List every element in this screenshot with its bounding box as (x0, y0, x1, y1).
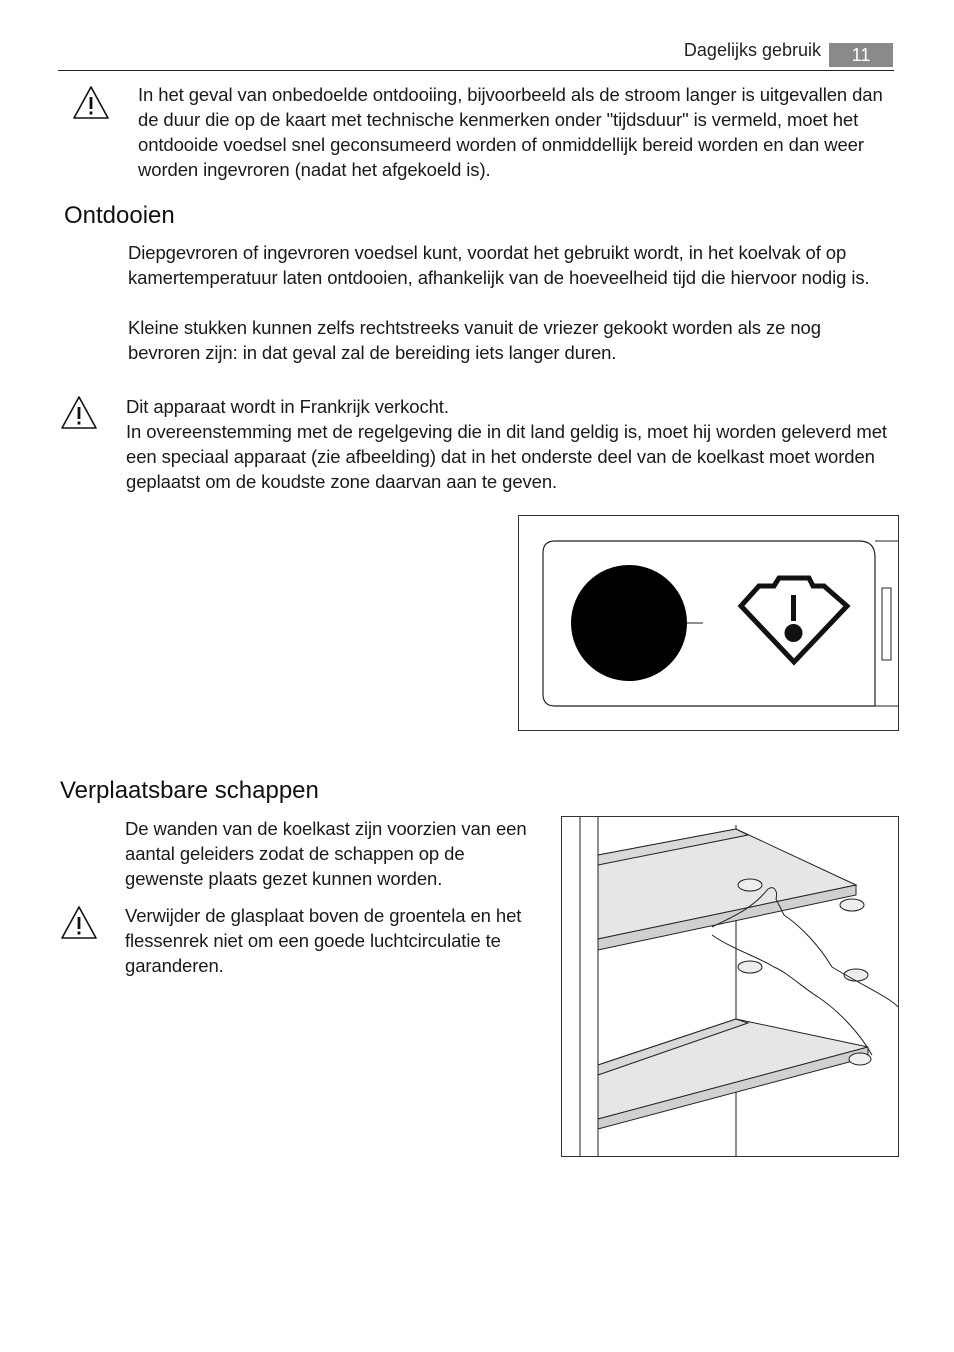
temperature-indicator-figure (518, 515, 899, 731)
paragraph: Kleine stukken kunnen zelfs rechtstreeks vanuit de vriezer gekookt worden als ze nog bevroren zijn: in dat geval zal de bereiding iets langer duren. (128, 317, 821, 363)
shelves-figure (561, 816, 899, 1157)
temperature-indicator-illustration (519, 516, 898, 730)
warning-line: In overeenstemming met de regelgeving die in dit land geldig is, moet hij worden geleverd met een speciaal apparaat (zie afbeelding) dat in het onderste deel van de koelkast moet worden geplaatst om de koudste zone daarvan aan te geven. (126, 421, 887, 492)
warning-triangle-icon (60, 905, 98, 941)
section-heading-schappen: Verplaatsbare schappen (60, 777, 319, 804)
paragraph: Diepgevroren of ingevroren voedsel kunt, voordat het gebruikt wordt, in het koelvak of op kamertemperatuur laten ontdooien, afhankelijk van de hoeveelheid tijd die hiervoor nodig is. (128, 242, 870, 288)
warning-text (126, 394, 896, 494)
paragraph: De wanden van de koelkast zijn voorzien van een aantal geleiders zodat de schappen op de gewenste plaats gezet kunnen worden. (125, 818, 527, 889)
warning-text: In het geval van onbedoelde ontdooiing, bijvoorbeeld als de stroom langer is uitgevallen dan de duur die op de kaart met technische kenmerken onder "tijdsduur" is vermeld, moet het ontdooide voedsel snel geconsumeerd worden of onmiddellijk bereid worden en dan weer worden ingevroren (nadat het afgekoeld is). (138, 84, 883, 180)
warning-line: Dit apparaat wordt in Frankrijk verkocht. (126, 396, 449, 417)
section-heading-ontdooien: Ontdooien (64, 202, 175, 229)
warning-triangle-icon (72, 85, 110, 121)
header-rule (58, 70, 894, 71)
page-number: 11 (829, 43, 893, 67)
warning-text: Verwijder de glasplaat boven de groentela en het flessenrek niet om een goede luchtcirculatie te garanderen. (125, 905, 522, 976)
shelves-illustration (562, 817, 898, 1156)
warning-triangle-icon (60, 395, 98, 431)
section-title: Dagelijks gebruik (683, 40, 821, 60)
